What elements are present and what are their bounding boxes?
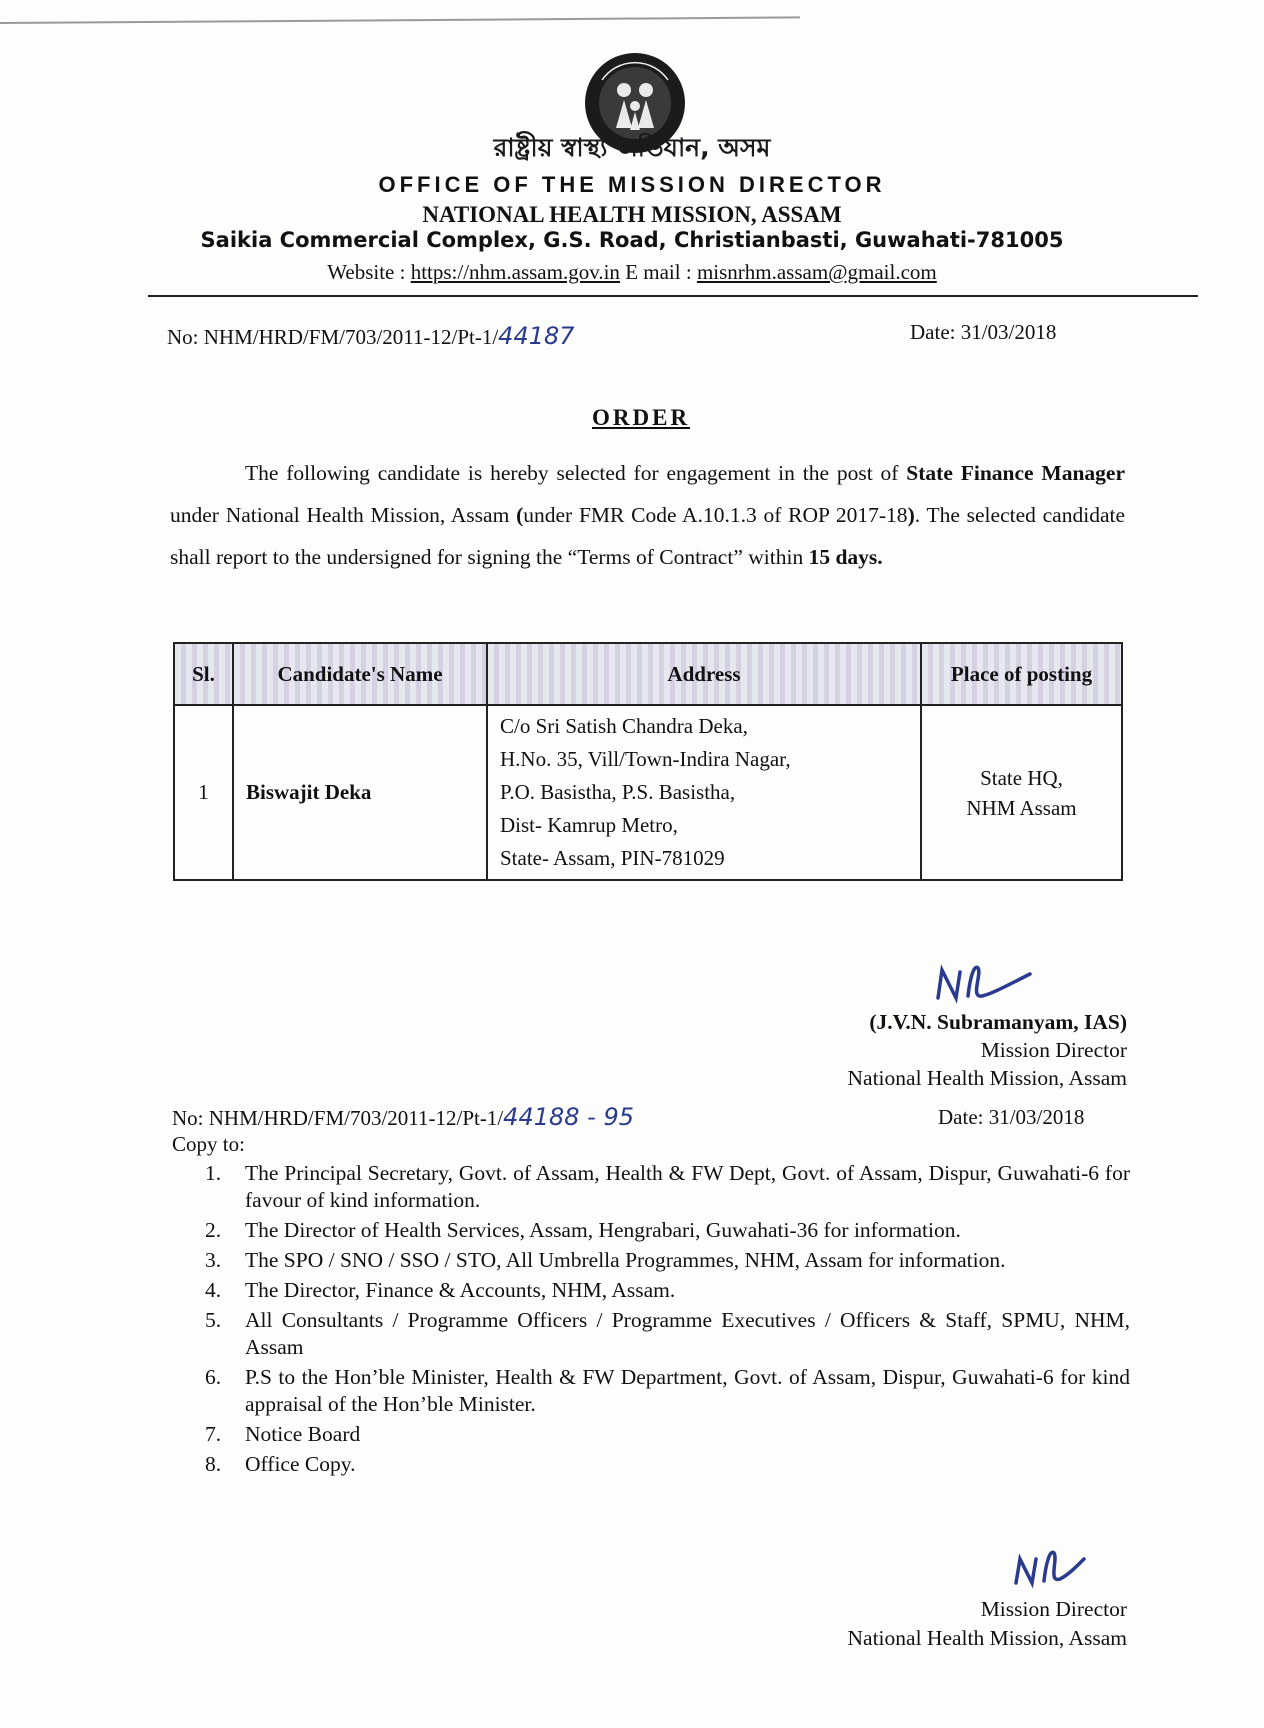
list-text: Office Copy. <box>245 1452 356 1476</box>
bengali-title: রাষ্ট্ৰীয় স্বাস্থ্য অভিযান, অসম <box>493 133 771 162</box>
order-ref-prefix: No: NHM/HRD/FM/703/2011-12/Pt-1/ <box>167 325 499 349</box>
order-title: ORDER <box>592 405 691 430</box>
col-header-posting: Place of posting <box>921 643 1122 705</box>
body-segment-bold: State Finance Manager <box>906 461 1125 485</box>
address-line: State- Assam, PIN-781029 <box>500 846 725 870</box>
footer-designation: Mission Director <box>980 1597 1127 1621</box>
copy-ref-prefix: No: NHM/HRD/FM/703/2011-12/Pt-1/ <box>172 1106 504 1130</box>
signatory-designation: Mission Director <box>980 1038 1127 1062</box>
address-line: C/o Sri Satish Chandra Deka, <box>500 714 748 738</box>
body-segment: under FMR Code A.10.1.3 of ROP 2017-18 <box>523 503 908 527</box>
header-divider <box>148 295 1198 297</box>
contact-line <box>0 260 1264 285</box>
list-number: 4. <box>205 1278 222 1302</box>
cell-address <box>487 705 921 880</box>
list-item <box>205 1160 1130 1214</box>
table-row <box>174 705 1122 880</box>
address-line: Dist- Kamrup Metro, <box>500 813 678 837</box>
body-segment: . The selected candidate shall report to the undersigned for signing the “Terms of Contract” within <box>170 503 1126 569</box>
posting-line: State HQ, <box>980 765 1063 790</box>
list-text: All Consultants / Programme Officers / Programme Executives / Officers & Staff, SPMU, NHM, Assam <box>245 1308 1130 1359</box>
office-address: Saikia Commercial Complex, G.S. Road, Christianbasti, Guwahati-781005 <box>200 228 1064 252</box>
list-number: 2. <box>205 1218 222 1242</box>
office-title: OFFICE OF THE MISSION DIRECTOR <box>378 172 886 197</box>
list-number: 8. <box>205 1452 222 1476</box>
list-item <box>205 1307 1130 1361</box>
handwritten-signature <box>930 958 1040 1008</box>
copy-date: Date: 31/03/2018 <box>938 1105 1085 1129</box>
order-ref-number <box>167 322 575 350</box>
website-label: Website : <box>327 260 406 284</box>
col-header-sl: Sl. <box>174 643 233 705</box>
body-segment-bold: 15 days. <box>808 545 883 569</box>
list-text: P.S to the Hon’ble Minister, Health & FW Department, Govt. of Assam, Dispur, Guwahati-6 for kind appraisal of the Hon’ble Minister. <box>245 1365 1130 1416</box>
list-text: The SPO / SNO / SSO / STO, All Umbrella Programmes, NHM, Assam for information. <box>245 1248 1006 1272</box>
address-line: H.No. 35, Vill/Town-Indira Nagar, <box>500 747 791 771</box>
address-line: P.O. Basistha, P.S. Basistha, <box>500 780 736 804</box>
copy-ref-handwritten: 44188 - 95 <box>503 1103 634 1131</box>
list-text: The Director of Health Services, Assam, Hengrabari, Guwahati-36 for information. <box>245 1218 961 1242</box>
posting-line: NHM Assam <box>966 795 1077 820</box>
list-number: 3. <box>205 1248 222 1272</box>
list-number: 1. <box>205 1161 222 1185</box>
list-text: Notice Board <box>245 1422 361 1446</box>
list-item <box>205 1451 1130 1478</box>
order-date: Date: 31/03/2018 <box>910 320 1057 344</box>
col-header-name: Candidate's Name <box>233 643 487 705</box>
table-header-row <box>174 643 1122 705</box>
list-number: 5. <box>205 1308 222 1332</box>
list-text: The Principal Secretary, Govt. of Assam, Health & FW Dept, Govt. of Assam, Dispur, Guwahati-6 for favour of kind information. <box>245 1161 1130 1212</box>
order-body <box>170 452 1125 578</box>
signatory-name: (J.V.N. Subramanyam, IAS) <box>869 1010 1127 1034</box>
email-link[interactable]: misnrhm.assam@gmail.com <box>696 260 937 284</box>
copy-to-label: Copy to: <box>172 1132 245 1156</box>
copy-ref-number <box>172 1103 634 1131</box>
cell-posting <box>921 705 1122 880</box>
list-number: 6. <box>205 1365 222 1389</box>
list-item <box>205 1421 1130 1448</box>
col-header-address: Address <box>487 643 921 705</box>
body-segment: under National Health Mission, Assam <box>170 503 517 527</box>
email-label: E mail : <box>625 260 692 284</box>
cell-sl: 1 <box>174 705 233 880</box>
body-segment: The following candidate is hereby selected for engagement in the post of <box>245 461 907 485</box>
body-segment-bold: ) <box>907 503 915 527</box>
scan-edge-line <box>0 16 800 24</box>
body-segment-bold: ( <box>516 503 524 527</box>
list-item <box>205 1364 1130 1418</box>
list-item <box>205 1277 1130 1304</box>
list-text: The Director, Finance & Accounts, NHM, Assam. <box>245 1278 676 1302</box>
order-ref-handwritten: 44187 <box>498 322 575 350</box>
signatory-organisation: National Health Mission, Assam <box>847 1066 1127 1090</box>
candidate-table <box>173 642 1123 881</box>
handwritten-initials <box>1010 1545 1090 1589</box>
footer-organisation: National Health Mission, Assam <box>847 1626 1127 1650</box>
list-item <box>205 1217 1130 1244</box>
organisation-title: NATIONAL HEALTH MISSION, ASSAM <box>422 202 842 227</box>
list-number: 7. <box>205 1422 222 1446</box>
cell-candidate-name: Biswajit Deka <box>233 705 487 880</box>
copy-list <box>205 1160 1130 1481</box>
list-item <box>205 1247 1130 1274</box>
website-link[interactable]: https://nhm.assam.gov.in <box>410 260 620 284</box>
